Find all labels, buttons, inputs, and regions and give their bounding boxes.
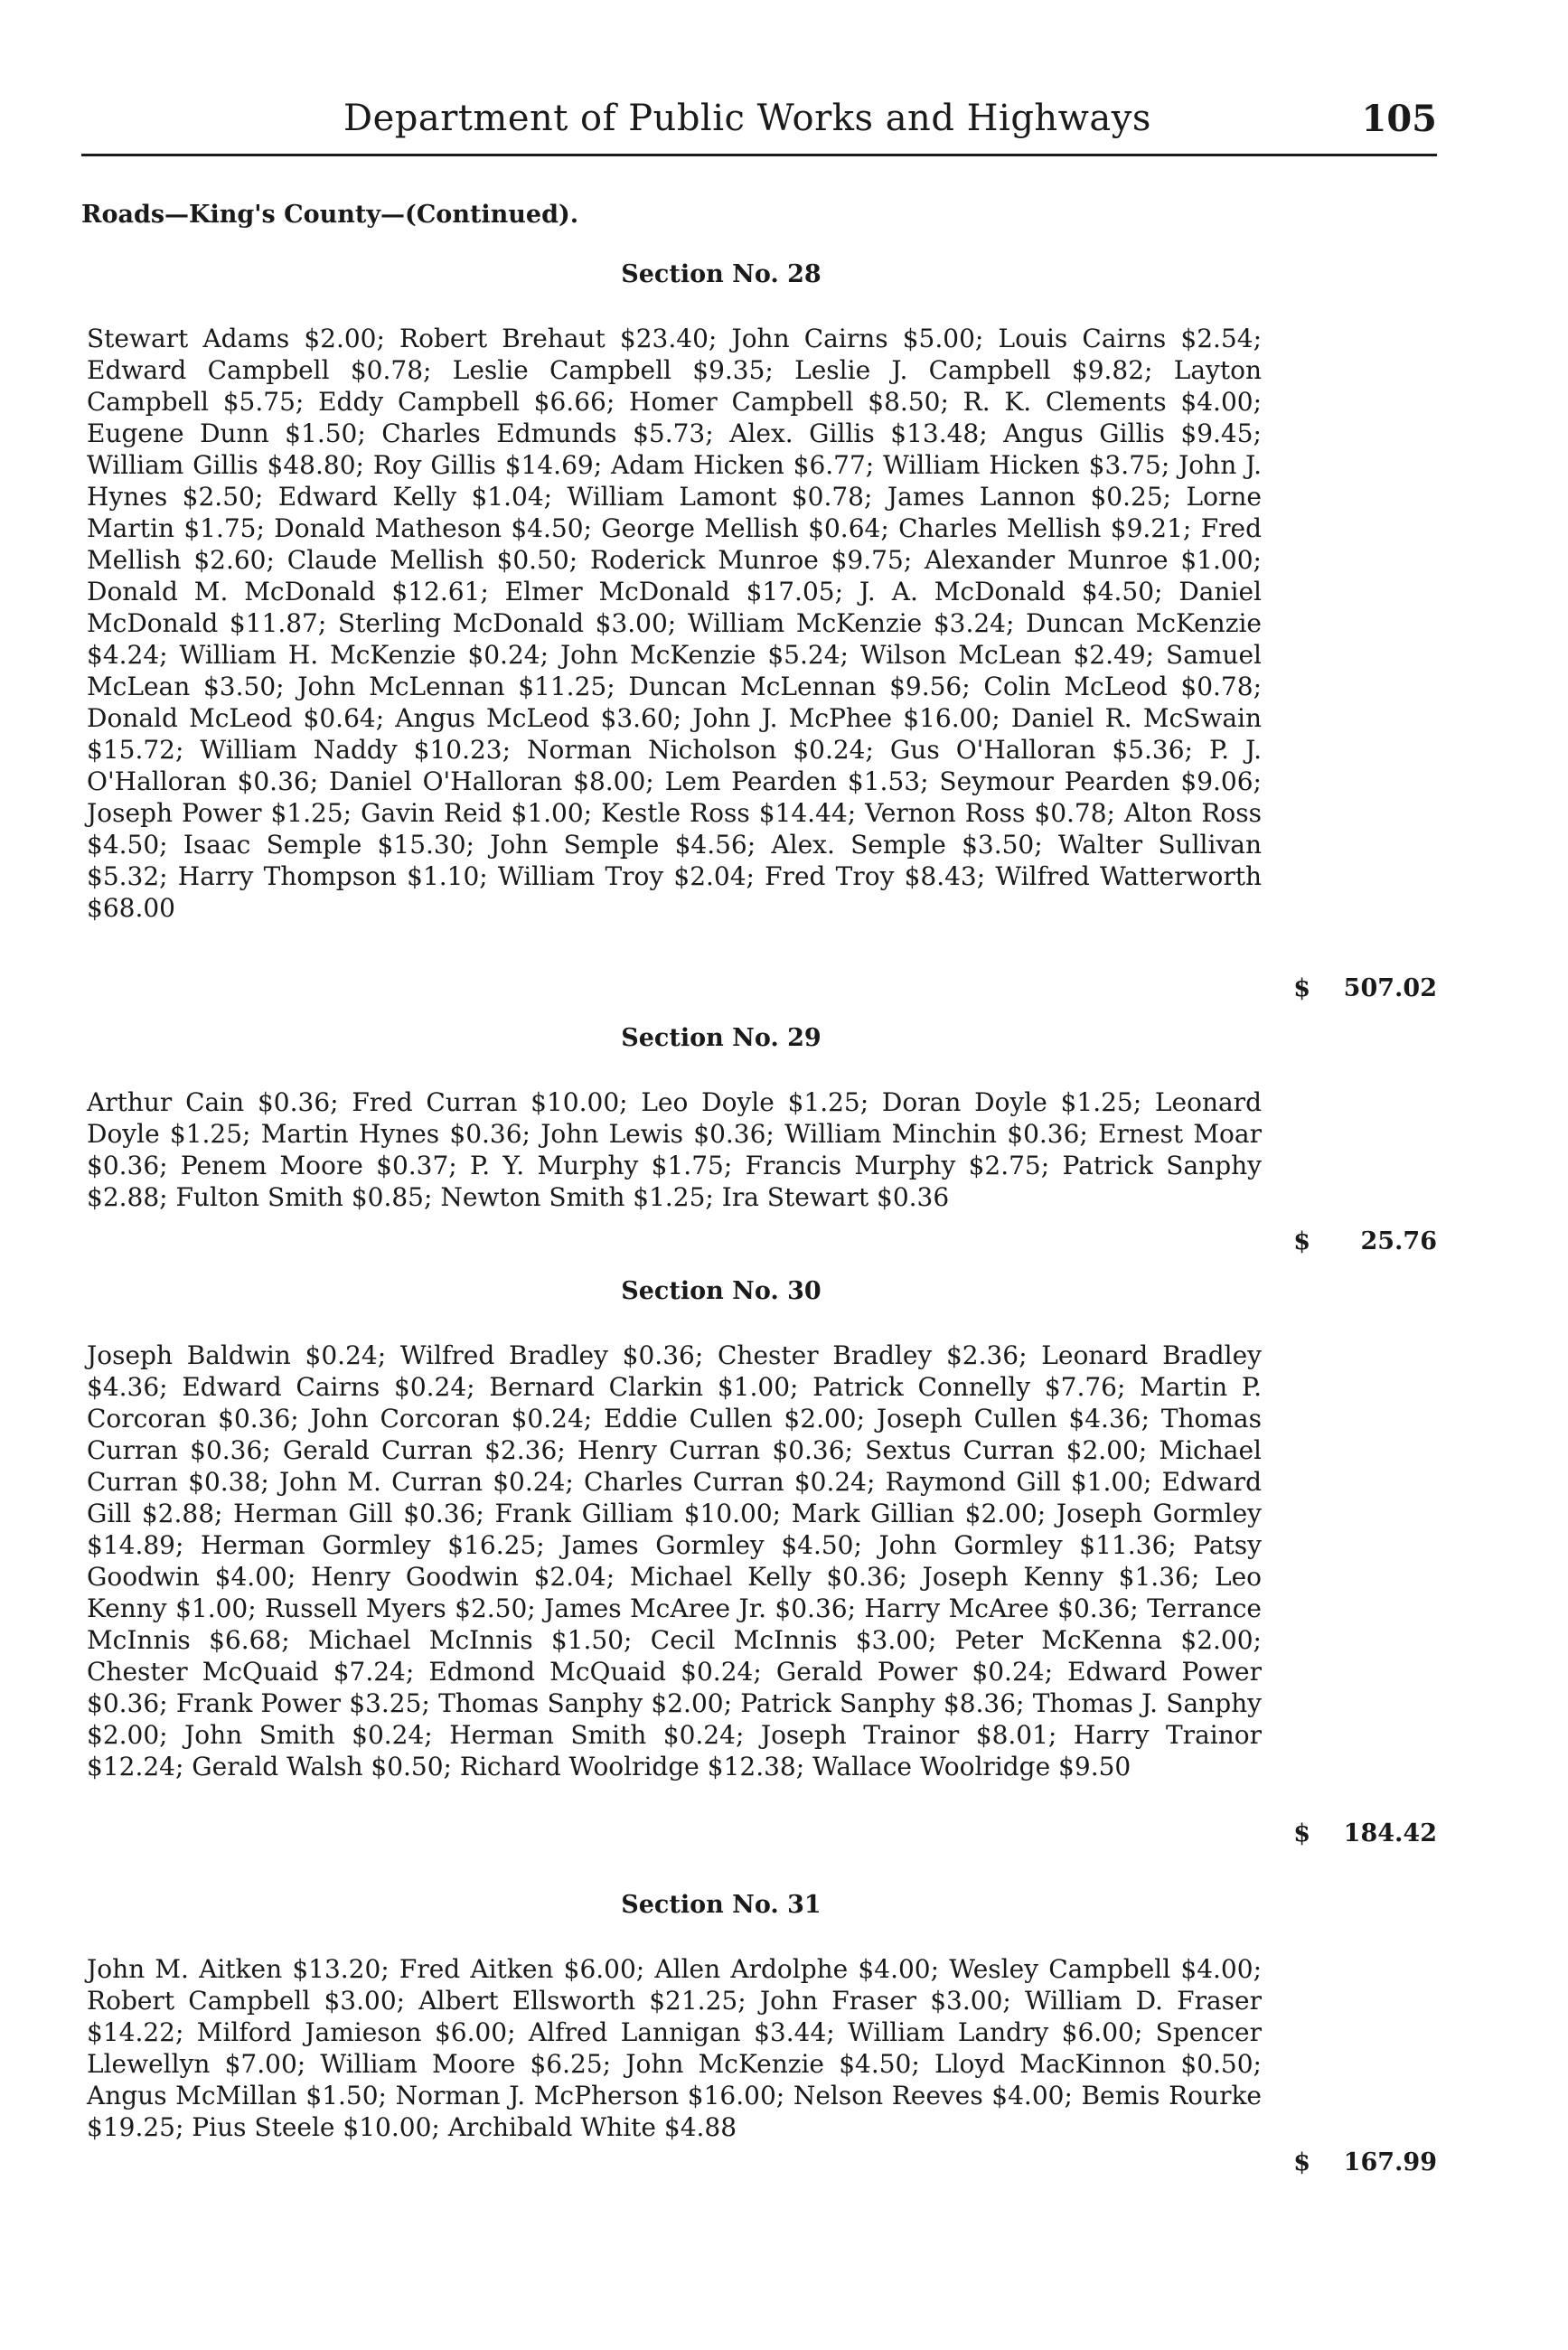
section-total: 25.76: [1360, 1227, 1437, 1255]
total-currency-sign: $: [1293, 2148, 1310, 2176]
page-number: 105: [1361, 98, 1437, 140]
total-currency-sign: $: [1293, 974, 1310, 1002]
section-total: 167.99: [1343, 2148, 1437, 2176]
section-entries: Stewart Adams $2.00; Robert Brehaut $23.40; John Cairns $5.00; Louis Cairns $2.54; Edward Campbell $0.78; Leslie Campbell $9.35; Leslie J. Campbell $9.82; Layton Campbell $5.75; Eddy Campbell $6.66; Homer Campbell $8.50; R. K. Clements $4.00; Eugene Dunn $1.50; Charles Edmunds $5.73; Alex. Gillis $13.48; Angus Gillis $9.45; William Gillis $48.80; Roy Gillis $14.69; Adam Hicken $6.77; William Hicken $3.75; John J. Hynes $2.50; Edward Kelly $1.04; William Lamont $0.78; James Lannon $0.25; Lorne Martin $1.75; Donald Matheson $4.50; George Mellish $0.64; Charles Mellish $9.21; Fred Mellish $2.60; Claude Mellish $0.50; Roderick Munroe $9.75; Alexander Munroe $1.00; Donald M. McDonald $12.61; Elmer McDonald $17.05; J. A. McDonald $4.50; Daniel McDonald $11.87; Sterling McDonald $3.00; William McKenzie $3.24; Duncan McKenzie $4.24; William H. McKenzie $0.24; John McKenzie $5.24; Wilson McLean $2.49; Samuel McLean $3.50; John McLennan $11.25; Duncan McLennan $9.56; Colin McLeod $0.78; Donald McLeod $0.64; Angus McLeod $3.60; John J. McPhee $16.00; Daniel R. McSwain $15.72; William Naddy $10.23; Norman Nicholson $0.24; Gus O'Halloran $5.36; P. J. O'Halloran $0.36; Daniel O'Halloran $8.00; Lem Pearden $1.53; Seymour Pearden $9.06; Joseph Power $1.25; Gavin Reid $1.00; Kestle Ross $14.44; Vernon Ross $0.78; Alton Ross $4.50; Isaac Semple $15.30; John Semple $4.56; Alex. Semple $3.50; Walter Sullivan $5.32; Harry Thompson $1.10; William Troy $2.04; Fred Troy $8.43; Wilfred Watterworth $68.00: [87, 324, 1262, 923]
total-currency-sign: $: [1293, 1819, 1310, 1847]
section-total: 507.02: [1343, 974, 1437, 1002]
section-entries: John M. Aitken $13.20; Fred Aitken $6.00; Allen Ardolphe $4.00; Wesley Campbell $4.00; Robert Campbell $3.00; Albert Ellsworth $21.25; John Fraser $3.00; William D. Fraser $14.22; Milford Jamieson $6.00; Alfred Lannigan $3.44; William Landry $6.00; Spencer Llewellyn $7.00; William Moore $6.25; John McKenzie $4.50; Lloyd MacKinnon $0.50; Angus McMillan $1.50; Norman J. McPherson $16.00; Nelson Reeves $4.00; Bemis Rourke $19.25; Pius Steele $10.00; Archibald White $4.88: [87, 1954, 1262, 2142]
section-title: Section No. 29: [621, 1024, 822, 1052]
section-29: [87, 1024, 1437, 1255]
section-total: 184.42: [1343, 1819, 1437, 1847]
continued-heading: Roads—King's County—(Continued).: [81, 201, 579, 229]
section-title: Section No. 28: [621, 260, 822, 288]
total-currency-sign: $: [1293, 1227, 1310, 1255]
section-entries: Arthur Cain $0.36; Fred Curran $10.00; Leo Doyle $1.25; Doran Doyle $1.25; Leonard Doyle $1.25; Martin Hynes $0.36; John Lewis $0.36; William Minchin $0.36; Ernest Moar $0.36; Penem Moore $0.37; P. Y. Murphy $1.75; Francis Murphy $2.75; Patrick Sanphy $2.88; Fulton Smith $0.85; Newton Smith $1.25; Ira Stewart $0.36: [87, 1087, 1262, 1212]
section-31: [87, 1891, 1437, 2176]
section-30: [87, 1277, 1437, 1847]
section-entries: Joseph Baldwin $0.24; Wilfred Bradley $0.36; Chester Bradley $2.36; Leonard Bradley $4.36; Edward Cairns $0.24; Bernard Clarkin $1.00; Patrick Connelly $7.76; Martin P. Corcoran $0.36; John Corcoran $0.24; Eddie Cullen $2.00; Joseph Cullen $4.36; Thomas Curran $0.36; Gerald Curran $2.36; Henry Curran $0.36; Sextus Curran $2.00; Michael Curran $0.38; John M. Curran $0.24; Charles Curran $0.24; Raymond Gill $1.00; Edward Gill $2.88; Herman Gill $0.36; Frank Gilliam $10.00; Mark Gillian $2.00; Joseph Gormley $14.89; Herman Gormley $16.25; James Gormley $4.50; John Gormley $11.36; Patsy Goodwin $4.00; Henry Goodwin $2.04; Michael Kelly $0.36; Joseph Kenny $1.36; Leo Kenny $1.00; Russell Myers $2.50; James McAree Jr. $0.36; Harry McAree $0.36; Terrance McInnis $6.68; Michael McInnis $1.50; Cecil McInnis $3.00; Peter McKenna $2.00; Chester McQuaid $7.24; Edmond McQuaid $0.24; Gerald Power $0.24; Edward Power $0.36; Frank Power $3.25; Thomas Sanphy $2.00; Patrick Sanphy $8.36; Thomas J. Sanphy $2.00; John Smith $0.24; Herman Smith $0.24; Joseph Trainor $8.01; Harry Trainor $12.24; Gerald Walsh $0.50; Richard Woolridge $12.38; Wallace Woolridge $9.50: [87, 1340, 1262, 1781]
section-title: Section No. 30: [621, 1277, 822, 1305]
running-head: [81, 98, 1437, 152]
page-header-title: Department of Public Works and Highways: [343, 98, 1151, 139]
section-title: Section No. 31: [621, 1891, 822, 1919]
header-rule: [81, 154, 1437, 156]
section-28: [87, 260, 1437, 1002]
